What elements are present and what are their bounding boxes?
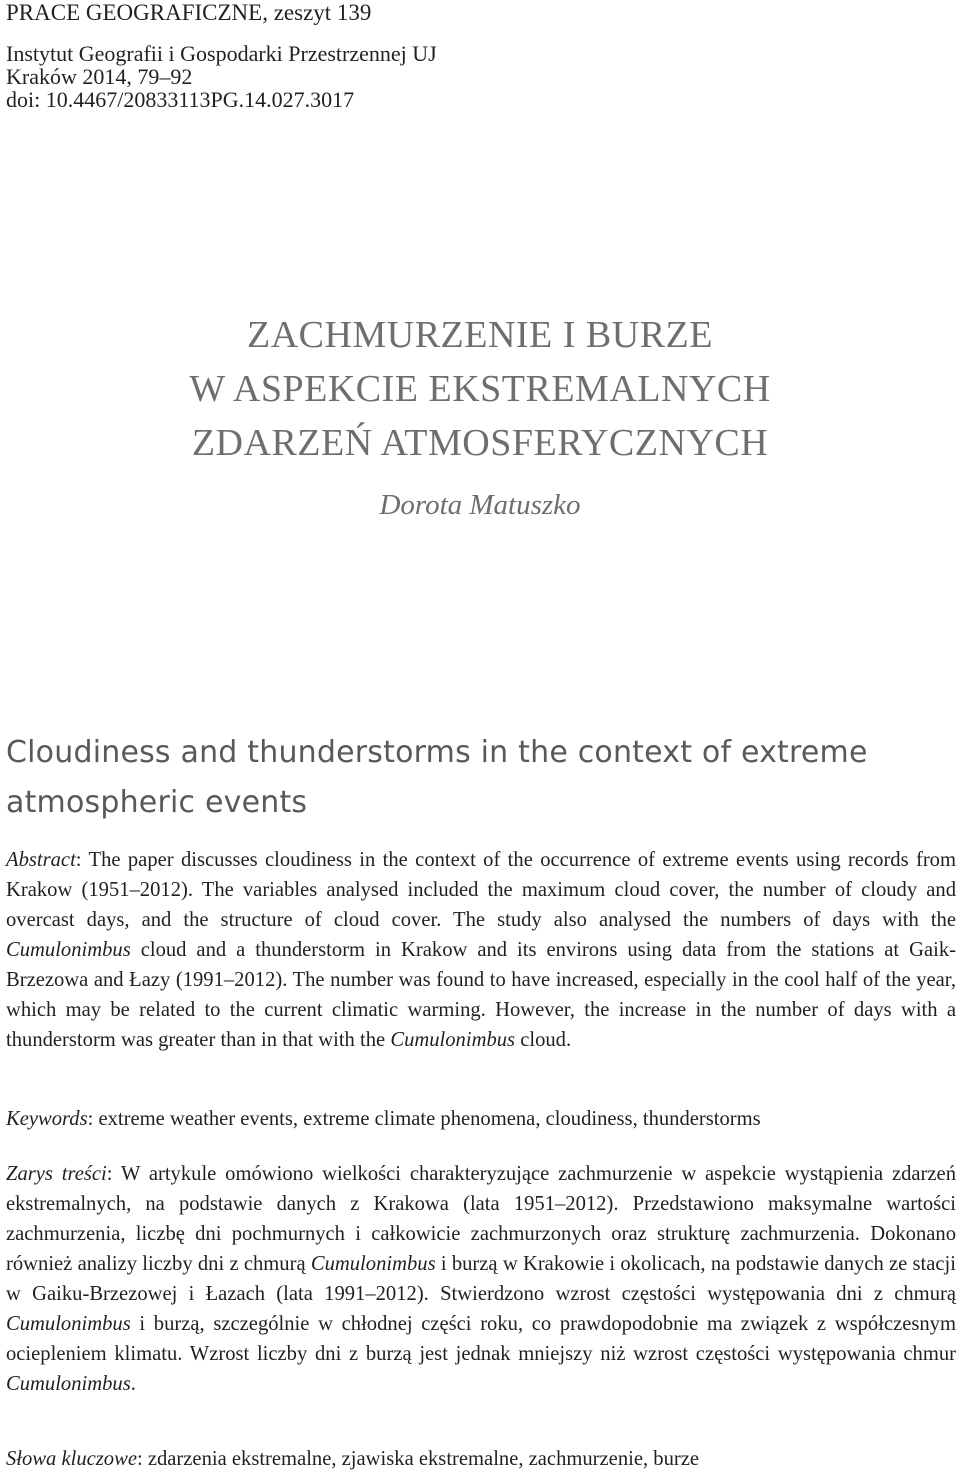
zarys-term-2: Cumulonimbus [6, 1313, 131, 1335]
title-line-2: W ASPEKCIE EKSTREMALNYCH [189, 368, 771, 410]
zarys-term-1: Cumulonimbus [310, 1253, 436, 1275]
zarys-text-2: i burzą w Krakowie i okolicach, na podstawie danych ze stacji w Gaiku-Brzezowej i Łazach (lata 1991–2012). Stwierdzono wzrost częstości występowania dni z chmurą [6, 1253, 957, 1305]
journal-name: PRACE GEOGRAFICZNE, zeszyt 139 [6, 0, 372, 25]
paper-title [0, 308, 960, 470]
slowa-text: : zdarzenia ekstremalne, zjawiska ekstremalne, zachmurzenie, burze [136, 1448, 700, 1470]
english-title: Cloudiness and thunderstorms in the context of extreme atmospheric events [6, 735, 868, 820]
slowa-kluczowe-paragraph [6, 1444, 956, 1474]
title-line-1: ZACHMURZENIE I BURZE [247, 314, 713, 356]
keywords-text: : extreme weather events, extreme climate phenomena, cloudiness, thunderstorms [87, 1108, 761, 1130]
zarys-term-3: Cumulonimbus [6, 1373, 131, 1395]
zarys-paragraph [6, 1159, 956, 1399]
keywords-paragraph [6, 1104, 956, 1134]
zarys-text-1: : W artykule omówiono wielkości charakteryzujące zachmurzenie w aspekcie wystąpienia zdarzeń ekstremalnych, na podstawie danych z Krakowa (lata 1951–2012). Przedstawiono maksymalne wartości zachmurzenia, liczbę dni pochmurnych i całkowicie zachmurzonych oraz strukturę zachmurzenia. Dokonano również analizy liczby dni z chmurą [6, 1163, 956, 1275]
place-pages-line: Kraków 2014, 79–92 [6, 64, 193, 89]
abstract-text-3: cloud. [515, 1029, 572, 1051]
institute-line: Instytut Geografii i Gospodarki Przestrzennej UJ [6, 41, 437, 66]
keywords-label: Keywords [6, 1108, 88, 1130]
journal-header [6, 0, 437, 111]
abstract-text-2: cloud and a thunderstorm in Krakow and its environs using data from the stations at Gaik-Brzezowa and Łazy (1991–2012). The number was found to have increased, especially in the cool half of the year, which may be related to the current climatic warming. However, the increase in the number of days with a thunderstorm was greater than in that with the [6, 939, 956, 1051]
abstract-text-1: : The paper discusses cloudiness in the context of the occurrence of extreme events using records from Krakow (1951–2012). The variables analysed included the maximum cloud cover, the number of cloudy and overcast days, and the structure of cloud cover. The study also analysed the numbers of days with the [6, 849, 956, 931]
abstract-label: Abstract [6, 849, 76, 871]
zarys-text-3: i burzą, szczególnie w chłodnej części roku, co prawdopodobnie ma związek z współczesnym ociepleniem klimatu. Wzrost liczby dni z burzą jest jednak mniejszy niż wzrost częstości występowania chmur [6, 1313, 956, 1365]
slowa-label: Słowa kluczowe [6, 1448, 137, 1470]
zarys-text-4: . [130, 1373, 136, 1395]
abstract-term-1: Cumulonimbus [6, 939, 131, 961]
author-name: Dorota Matuszko [379, 489, 581, 521]
abstract-paragraph [6, 845, 956, 1055]
doi-line: doi: 10.4467/20833113PG.14.027.3017 [6, 87, 355, 112]
title-line-3: ZDARZEŃ ATMOSFERYCZNYCH [191, 422, 769, 464]
abstract-term-2: Cumulonimbus [390, 1029, 516, 1051]
zarys-label: Zarys treści [6, 1163, 107, 1185]
